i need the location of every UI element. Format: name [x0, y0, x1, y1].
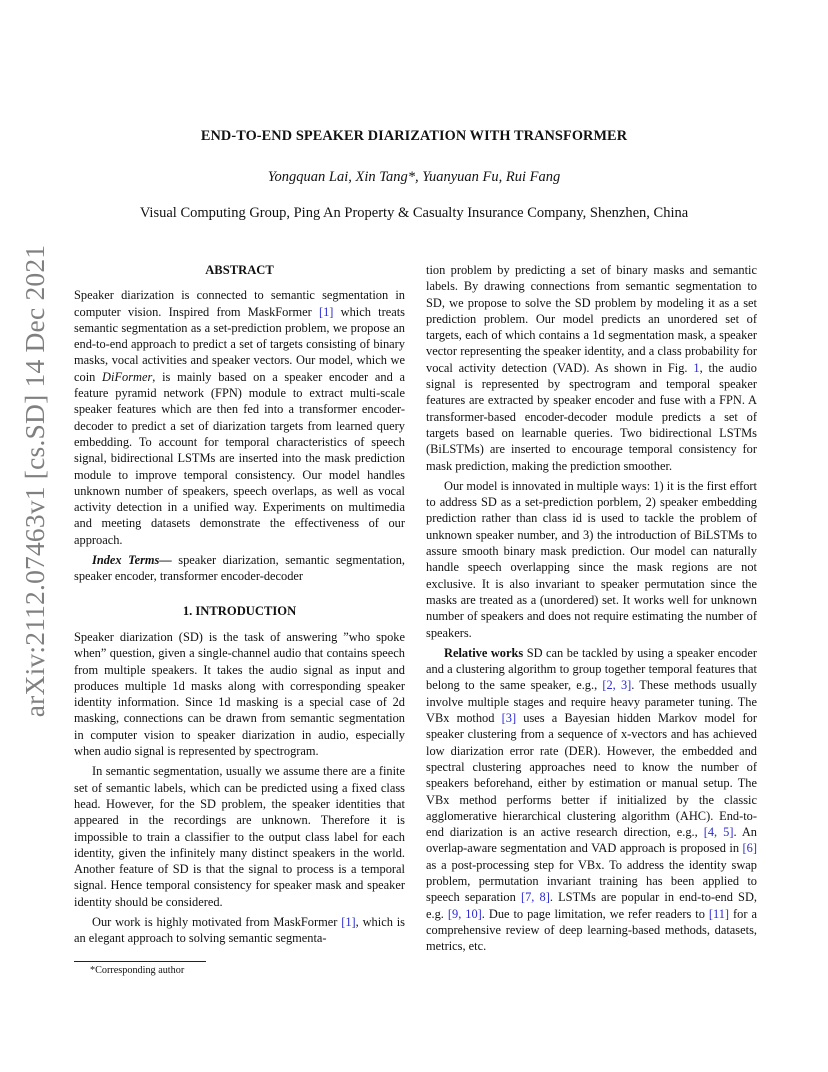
related-works-paragraph: Relative works SD can be tackled by using a speaker encoder and a clustering algorithm to group together temporal features that belong to the same speaker, e.g., [2, 3]. These methods usually involve multiple stages and require heavy parameter tuning. The VBx mothod [3] uses a Bayesian hidden Markov model for speaker clustering from a sequence of x-vectors and has achieved low diarization error rate (DER). However, the embedded and spectral clustering approaches need to know the number of speakers beforehand, either by estimation or manual setup. The VBx method performs better if initialized by the classic agglomerative hierarchical clustering algorithm (AHC). End-to-end diarization is an active research direction, e.g., [4, 5]. An overlap-aware segmentation and VAD approach is proposed in [6] as a post-processing step for VBx. To address the identity swap problem, permutation invariant training has been applied to speech separation [7, 8]. LSTMs are popular in end-to-end SD, e.g. [9, 10]. Due to page limitation, we refer readers to [11] for a comprehensive review of deep learning-based methods, datasets, metrics, etc.	[426, 645, 758, 954]
footnote-rule	[74, 961, 206, 962]
intro-paragraph-4: Our model is innovated in multiple ways: 1) it is the first effort to address SD as a set-prediction porblem, 2) speaker embedding prediction rather than class id is used to tackle the problem of unknown speaker number, and 3) the introduction of BiLSTMs to assure smooth binary mask prediction. Our model can naturally handle speech overlapping since the mask regions are not exclusive. It is also invariant to speaker permutation since the masks are treated as a (unordered) set. It works well for unknown number of speakers and does not require estimating the number of speakers.	[426, 478, 757, 640]
intro-paragraph-3-cont: tion problem by predicting a set of binary masks and semantic labels. By drawing connections from semantic segmentation to SD, we propose to solve the SD problem by modeling it as a set prediction problem. Our model predicts an unordered set of targets, each of which contains a 1d segmentation mask, a speaker vector representing the speaker identity, and a class probability for vocal activity detection (VAD). As shown in Fig. 1, the audio signal is represented by spectrogram and temporal speaker features are extracted by speaker encoder and fuse with a FPN. A transformer-based encoder-decoder module predicts a set of targets based on learnable queries. Two bidirectional LSTMs (BiLSTMs) are inserted to encourage temporal consistency for mask prediction, making the prediction smoother.	[426, 263, 757, 473]
citation-link[interactable]: [3]	[501, 711, 517, 726]
author-list: Yongquan Lai, Xin Tang*, Yuanyuan Fu, Rui Fang	[267, 169, 561, 185]
citation-link[interactable]: [9, 10]	[447, 906, 482, 921]
intro-paragraph-3: Our work is highly motivated from MaskFormer [1], which is an elegant approach to solving semantic segmenta-	[74, 914, 405, 946]
introduction-heading: 1. INTRODUCTION	[182, 603, 297, 618]
abstract-text: Speaker diarization is connected to semantic segmentation in computer vision. Inspired from MaskFormer [1] which treats semantic segmentation as a set-prediction problem, we propose an end-to-end approach to predict a set of targets consisting of binary masks, vocal activities and speaker vectors. Our model, which we coin DiFormer, is mainly based on a speaker encoder and a feature pyramid network (FPN) module to extract multi-scale speaker features which are then fed into a transformer encoder-decoder to predict a set of diarization targets from learned query embedding. To account for temporal characteristics of speech signal, bidirectional LSTMs are inserted into the mask prediction module to improve temporal consistency. Our model handles unknown number of speakers, speech overlaps, as well as vocal activity detection in a unified way. Experiments on multimedia and meeting datasets demonstrate the effectiveness of our approach.	[74, 288, 405, 547]
footnote: *Corresponding author	[90, 965, 185, 976]
citation-link[interactable]: [4, 5]	[703, 825, 734, 840]
related-works-label: Relative works	[444, 645, 524, 660]
citation-link[interactable]: [2, 3]	[602, 678, 632, 693]
figure-link[interactable]: 1	[693, 360, 700, 375]
citation-link[interactable]: [11]	[708, 906, 730, 921]
citation-link[interactable]: [7, 8]	[520, 890, 550, 905]
model-name: DiFormer	[102, 369, 153, 384]
intro-paragraph-2: In semantic segmentation, usually we assume there are a finite set of semantic labels, which can be predicted using a fixed class head. However, for the SD problem, the speaker identities that appeared in the recordings are unknown. Therefore it is impossible to train a classifier to the output class label for each identity, given the infinitely many distinct speakers in the world. Another feature of SD is that the signal to process is a temporal signal. Hence temporal consistency for speaker mask and speaker identity should be considered.	[74, 764, 405, 909]
index-terms: Index Terms— speaker diarization, semantic segmentation, speaker encoder, transformer encoder-decoder	[74, 553, 405, 584]
arxiv-id: arXiv:2112.07463v1 [cs.SD] 14 Dec 2021	[19, 244, 51, 718]
citation-link[interactable]: [6]	[742, 841, 757, 856]
abstract-heading: ABSTRACT	[205, 263, 274, 277]
paper-title: END-TO-END SPEAKER DIARIZATION WITH TRANSFORMER	[200, 128, 628, 144]
right-column	[426, 262, 757, 954]
citation-link[interactable]: [1]	[341, 914, 356, 929]
index-terms-label: Index Terms—	[92, 553, 172, 568]
affiliation: Visual Computing Group, Ping An Property & Casualty Insurance Company, Shenzhen, China	[139, 205, 689, 221]
citation-link[interactable]: [1]	[318, 304, 334, 319]
arxiv-watermark	[14, 244, 56, 718]
intro-paragraph-1: Speaker diarization (SD) is the task of answering ”who spoke when” question, given a single-channel audio that contains speech from multiple speakers. It takes the audio signal as input and produces multiple 1d masks along with corresponding speaker identity information. Since 1d masking is a special case of 2d masking, connections can be drawn from semantic segmentation in computer vision to speaker diarization in audio, especially when audio signal is represented by spectrogram.	[74, 629, 405, 759]
left-column	[74, 262, 405, 947]
